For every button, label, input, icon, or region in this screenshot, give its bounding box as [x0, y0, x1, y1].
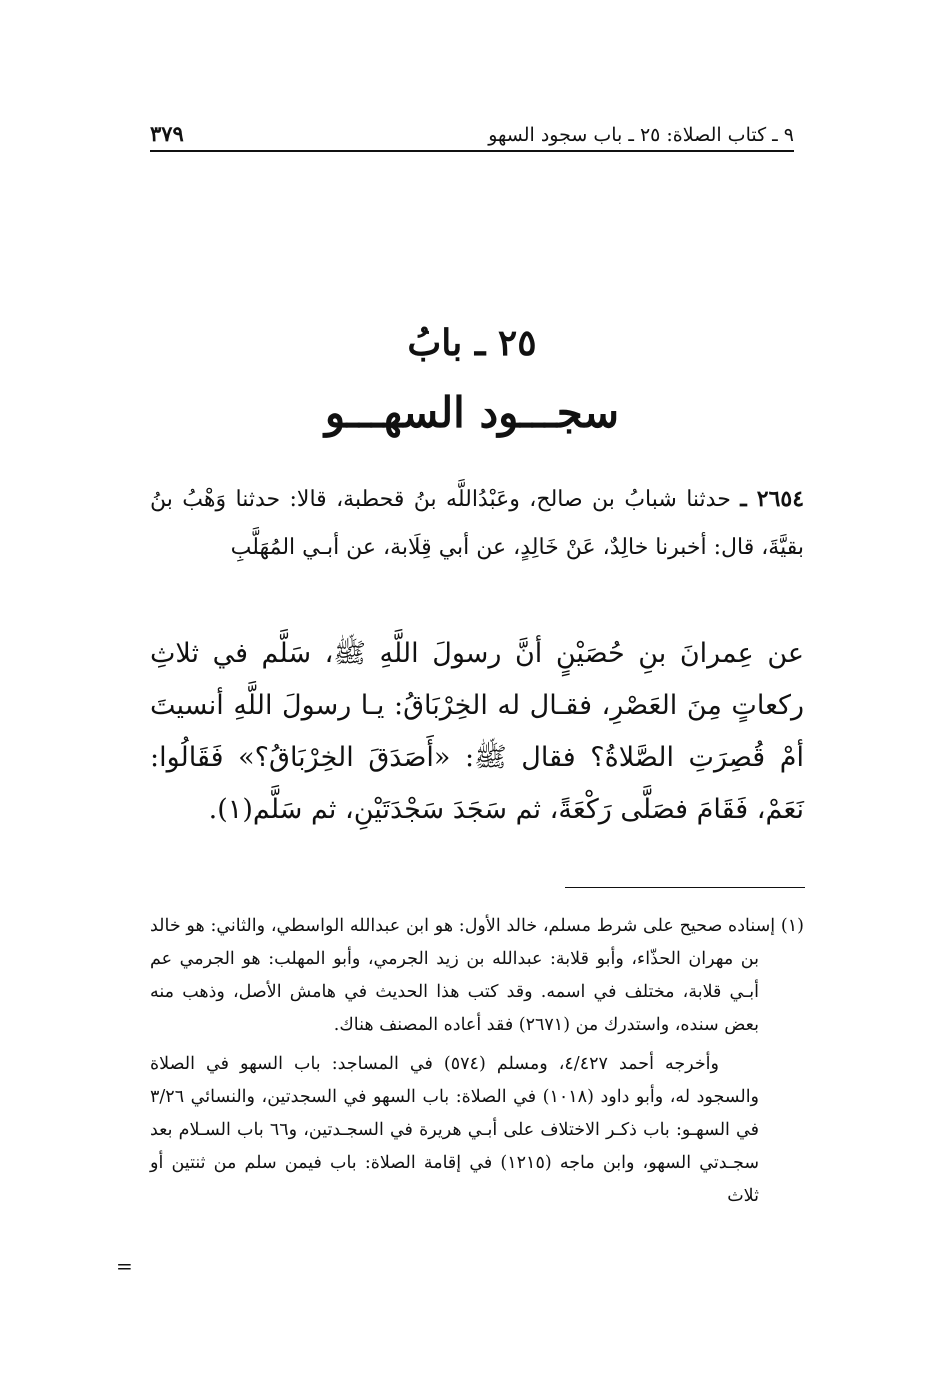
running-header — [150, 112, 794, 146]
page-number: ٣٧٩ — [150, 121, 184, 146]
hadith-matn: عن عِمرانَ بنِ حُصَيْنٍ أنَّ رسولَ اللَّهِ ﷺ، سَلَّم في ثلاثِ ركعاتٍ مِنَ العَصْرِ، فقـال له الخِرْبَاقُ: يـا رسولَ اللَّهِ أنسيتَ أمْ قُصِرَتِ الصَّلاةُ؟ فقال ﷺ: «أَصَدَقَ الخِرْبَاقُ؟» فَقَالُوا: نَعَمْ، فَقَامَ فصَلَّى رَكْعَةً، ثم سَجَدَ سَجْدَتَيْنِ، ثم سَلَّم(١). — [150, 638, 804, 825]
running-title: ٩ ـ كتاب الصلاة: ٢٥ ـ باب سجود السهو — [488, 124, 794, 146]
footnote-1-text: إسناده صحيح على شرط مسلم، خالد الأول: هو ابن عبدالله الواسطي، والثاني: هو خالد بن مهران الحذّاء، وأبو قلابة: عبدالله بن زيد الجرمي، وأبو المهلب: هو الجرمي عم أبـي قلابة، مختلف في اسمه. وقد كتب هذا الحديث في هامش الأصل، وذهب منه بعض سنده، واستدرك من (٢٦٧١) فقد أعاده المصنف هناك. — [150, 916, 776, 1035]
footnotes — [150, 910, 804, 1213]
footnote-1-continued: وأخرجه أحمد ٤/٤٢٧، ومسلم (٥٧٤) في المساجد: باب السهو في الصلاة والسجود له، وأبو داود (١٠١٨) في الصلاة: باب السهو في السجدتين، والنسائي ٣/٢٦ في السهـو: باب ذكـر الاختلاف على أبـي هريرة في السجـدتين، و٦٦ باب السـلام بعد سجـدتي السهو، وابن ماجه (١٢١٥) في إقامة الصلاة: باب فيمن سلم من ثنتين أو ثلاث — [150, 1054, 760, 1206]
chapter-title: سجـــود السهـــو — [324, 388, 620, 437]
continuation-mark: = — [116, 1254, 133, 1278]
footnote-1 — [150, 910, 804, 1042]
footnote-divider — [565, 887, 805, 888]
chapter-number: ٢٥ ـ بابُ — [407, 322, 537, 364]
hadith-isnad — [150, 475, 804, 572]
hadith-number: ٢٦٥٤ ـ — [740, 486, 805, 512]
isnad-text: حدثنا شبابُ بن صالح، وعَبْدُاللَّه بنُ قحطبة، قالا: حدثنا وَهْبُ بنُ بقيَّةَ، قال: أخبرنا خالِدٌ، عَنْ خَالِدٍ، عن أبي قِلَابة، عن أبـي المُهَلَّبِ — [150, 487, 804, 560]
footnote-marker: (١) — [780, 916, 804, 936]
header-divider — [150, 150, 794, 152]
